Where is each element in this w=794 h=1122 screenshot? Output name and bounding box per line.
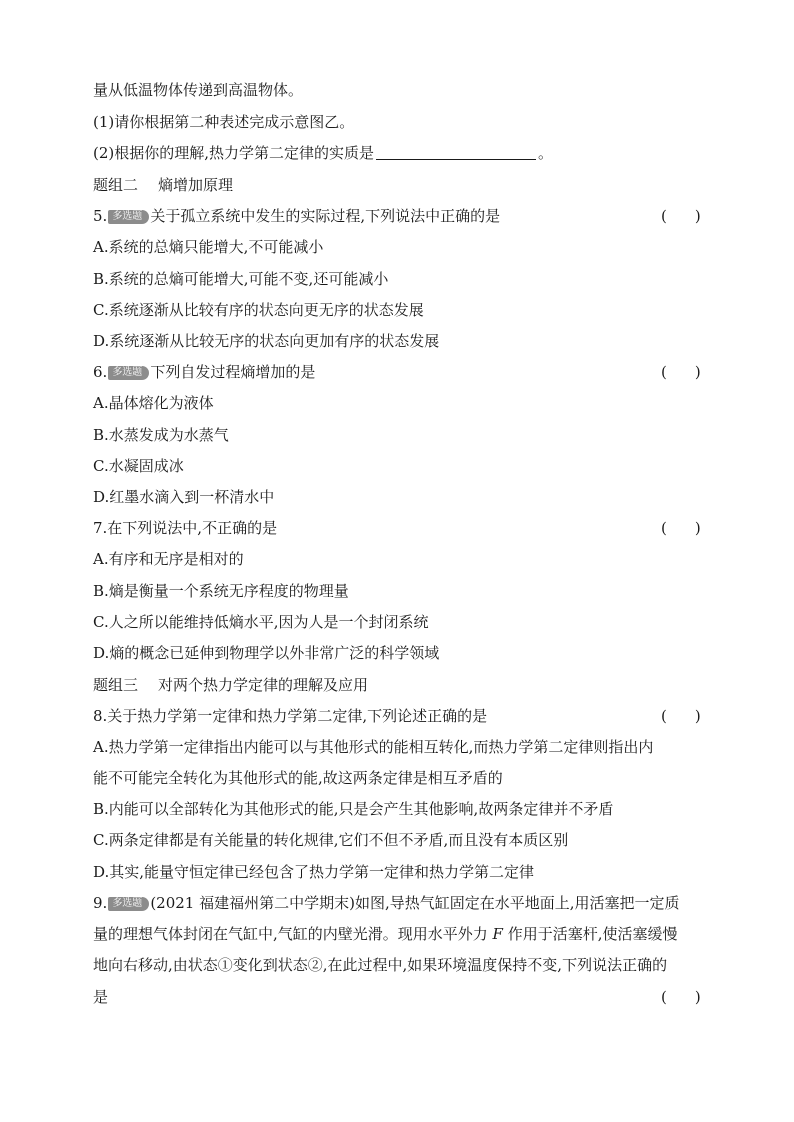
- question-6: [93, 362, 315, 382]
- option-b: B.系统的总熵可能增大,可能不变,还可能减小: [93, 270, 389, 288]
- option-b: B.熵是衡量一个系统无序程度的物理量: [93, 582, 349, 600]
- question-number: 9.: [93, 894, 108, 912]
- subquestion-2-text: (2)根据你的理解,热力学第二定律的实质是: [93, 144, 375, 162]
- subquestion-2-end: 。: [538, 144, 554, 162]
- group2-title: 熵增加原理: [158, 176, 234, 194]
- paren-open: (: [661, 363, 667, 381]
- paren-close: ): [694, 988, 701, 1006]
- question-stem: (2021 福建福州第二中学期末)如图,导热气缸固定在水平地面上,用活塞把一定质: [150, 894, 680, 912]
- question-5: [93, 206, 500, 226]
- answer-parentheses: [661, 706, 701, 726]
- option-c: C.水凝固成冰: [93, 457, 184, 475]
- group3-label: 题组三: [93, 676, 139, 694]
- paren-close: ): [694, 519, 701, 537]
- paren-open: (: [661, 519, 667, 537]
- option-b: B.内能可以全部转化为其他形式的能,只是会产生其他影响,故两条定律并不矛盾: [93, 800, 614, 818]
- paren-close: ): [694, 707, 701, 725]
- option-a-line2: 能不可能完全转化为其他形式的能,故这两条定律是相互矛盾的: [93, 769, 503, 787]
- paren-open: (: [661, 207, 667, 225]
- answer-parentheses: [661, 362, 701, 382]
- question-7: 7.在下列说法中,不正确的是: [93, 519, 278, 537]
- section-heading-group2: [93, 175, 233, 195]
- question-stem: 量的理想气体封闭在气缸中,气缸的内壁光滑。现用水平外力: [93, 925, 493, 943]
- option-d: D.熵的概念已延伸到物理学以外非常广泛的科学领域: [93, 644, 440, 662]
- group3-title: 对两个热力学定律的理解及应用: [158, 676, 369, 694]
- question-9-line4: 是: [93, 988, 109, 1006]
- paren-open: (: [661, 707, 667, 725]
- option-a-line1: A.热力学第一定律指出内能可以与其他形式的能相互转化,而热力学第二定律则指出内: [93, 738, 654, 756]
- section-heading-group3: [93, 675, 368, 695]
- option-d: D.其实,能量守恒定律已经包含了热力学第一定律和热力学第二定律: [93, 863, 535, 881]
- answer-parentheses: [661, 206, 701, 226]
- paren-close: ): [694, 363, 701, 381]
- question-number: 6.: [93, 363, 108, 381]
- option-b: B.水蒸发成为水蒸气: [93, 426, 229, 444]
- paren-close: ): [694, 207, 701, 225]
- option-a: A.系统的总熵只能增大,不可能减小: [93, 238, 324, 256]
- question-8: 8.关于热力学第一定律和热力学第二定律,下列论述正确的是: [93, 707, 488, 725]
- text-line: 量从低温物体传递到高温物体。: [93, 81, 304, 99]
- multi-choice-badge: 多选题: [108, 897, 149, 911]
- option-d: D.红墨水滴入到一杯清水中: [93, 488, 275, 506]
- force-variable: F: [492, 925, 503, 943]
- question-9-line2: [93, 924, 678, 944]
- multi-choice-badge: 多选题: [108, 210, 149, 224]
- group2-label: 题组二: [93, 176, 139, 194]
- option-c: C.系统逐渐从比较有序的状态向更无序的状态发展: [93, 301, 424, 319]
- question-9-line1: [93, 893, 680, 913]
- question-9-line3: 地向右移动,由状态①变化到状态②,在此过程中,如果环境温度保持不变,下列说法正确的: [93, 956, 668, 974]
- option-c: C.两条定律都是有关能量的转化规律,它们不但不矛盾,而且没有本质区别: [93, 831, 569, 849]
- answer-blank[interactable]: [376, 144, 536, 160]
- question-stem: 下列自发过程熵增加的是: [150, 363, 316, 381]
- option-a: A.晶体熔化为液体: [93, 394, 214, 412]
- option-c: C.人之所以能维持低熵水平,因为人是一个封闭系统: [93, 613, 429, 631]
- option-d: D.系统逐渐从比较无序的状态向更加有序的状态发展: [93, 332, 440, 350]
- paren-open: (: [661, 988, 667, 1006]
- subquestion-2: [93, 143, 553, 163]
- answer-parentheses: [661, 518, 701, 538]
- answer-parentheses: [661, 987, 701, 1007]
- option-a: A.有序和无序是相对的: [93, 550, 244, 568]
- question-stem: 关于孤立系统中发生的实际过程,下列说法中正确的是: [150, 207, 501, 225]
- question-number: 5.: [93, 207, 108, 225]
- multi-choice-badge: 多选题: [108, 366, 149, 380]
- question-stem: 作用于活塞杆,使活塞缓慢: [502, 925, 678, 943]
- subquestion-1: (1)请你根据第二种表述完成示意图乙。: [93, 113, 355, 131]
